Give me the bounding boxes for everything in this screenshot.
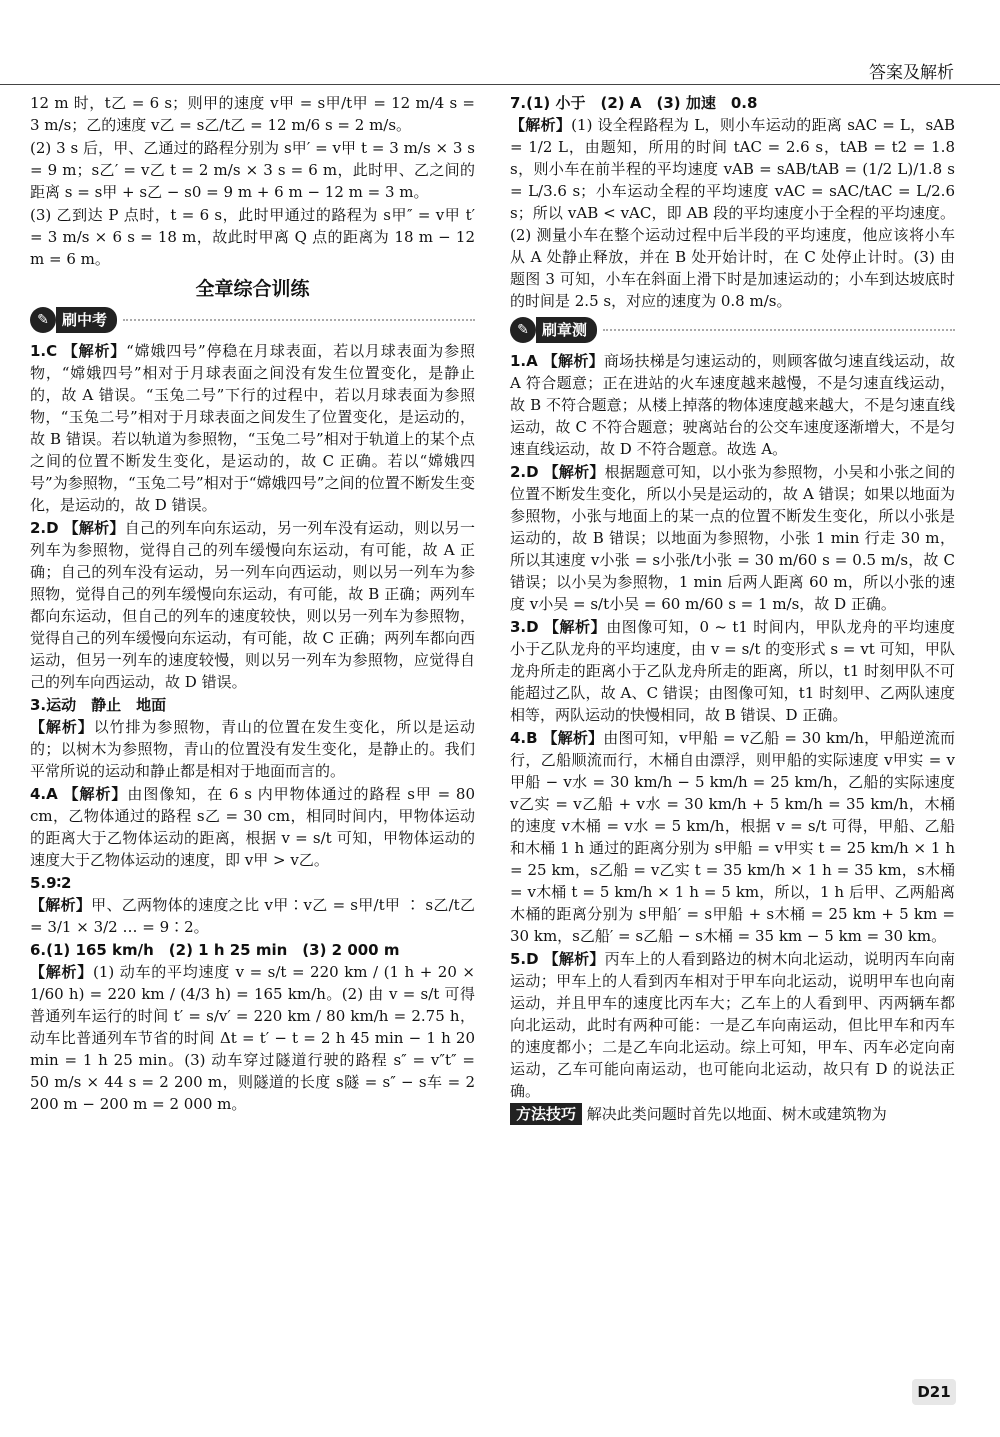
answer-item <box>30 872 475 938</box>
header-rule <box>0 84 1000 85</box>
item-tag: 【解析】 <box>543 463 605 481</box>
continuation-paragraph: (3) 乙到达 P 点时，t = 6 s，此时甲通过的路程为 s甲″ = v甲 t′ = 3 m/s × 6 s = 18 m，故此时甲离 Q 点的距离为 18 m − 12 m = 6 m。 <box>30 206 475 268</box>
badge-zhangce <box>510 316 955 344</box>
item-text: 商场扶梯是匀速运动的，则顾客做匀速直线运动，故 A 符合题意；正在进站的火车速度越来越慢，不是匀速直线运动，故 B 不符合题意；从楼上掉落的物体速度越来越大，不是匀速直线运动，故 C 不符合题意；驶离站台的公交车速度逐渐增大，不是匀速直线运动，故 D 不符合题意。故选 A。 <box>510 352 955 458</box>
answer-item <box>30 517 475 693</box>
continuation-paragraph: 12 m 时，t乙 = 6 s；则甲的速度 v甲 = s甲/t甲 = 12 m/4 s = 3 m/s；乙的速度 v乙 = s乙/t乙 = 12 m/6 s = 2 m/s。 <box>30 94 475 134</box>
brush-icon: ✎ <box>30 307 56 333</box>
item-text: 由图像知，在 6 s 内甲物体通过的路程 s甲 = 80 cm，乙物体通过的路程 s乙 = 30 cm，相同时间内，甲物体运动的距离大于乙物体运动的距离，根据 v = s/t 可知，甲物体运动的速度大于乙物体运动的速度，即 v甲 > v乙。 <box>30 785 475 869</box>
item-text: (1) 设全程路程为 L，则小车运动的距离 sAC = L，sAB = 1/2 L，由题知，所用的时间 tAC = 2.6 s，tAB = t2 = 1.8 s，则小车在前半程的平均速度 vAB = sAB/tAB = (1/2 L)/1.8 s = L/3.6 s；小车运动全程的平均速度 vAC = sAC/tAC = L/2.6 s；所以 vAB < vAC，即 AB 段的平均速度小于全程的平均速度。(2) 测量小车在整个运动过程中后半段的平均速度，他应该将小车从 A 处静止释放，并在 B 处开始计时，在 C 处停止计时。(3) 由题图 3 可知，小车在斜面上滑下时是加速运动的；小车到达坡底时的时间是 2.5 s，对应的速度为 0.8 m/s。 <box>510 116 955 310</box>
item-number: 5. <box>30 874 47 892</box>
item-text: 根据题意可知，以小张为参照物，小吴和小张之间的位置不断发生变化，所以小吴是运动的，故 A 错误；如果以地面为参照物，小张与地面上的某一点的位置不断发生变化，所以小张是运动的，故 B 错误；以地面为参照物，小张 1 min 行走 30 m，所以其速度 v小张 = s小张/t小张 = 30 m/60 s = 0.5 m/s，故 C 错误；以小吴为参照物，1 min 后两人距离 60 m，所以小张的速度 v小吴 = s/t小吴 = 60 m/60 s = 1 m/s，故 D 正确。 <box>510 463 955 613</box>
item-tag: 【解析】 <box>510 116 572 134</box>
answer-item <box>510 616 955 726</box>
answer-item <box>30 694 475 782</box>
item-text: (1) 动车的平均速度 v = s/t = 220 km / (1 h + 20 × 1/60 h) = 220 km / (4/3 h) = 165 km/h。(2) 由 v = s/t 可得普通列车运行的时间 t′ = s/v′ = 220 km / 80 km/h = 2.75 h，动车比普通列车节省的时间 Δt = t′ − t = 2 h 45 min − 1 h 20 min = 1 h 25 min。(3) 动车穿过隧道行驶的路程 s″ = v″t″ = 50 m/s × 44 s = 2 200 m，则隧道的长度 s隧 = s″ − s车 = 2 200 m − 200 m = 2 000 m。 <box>30 963 475 1113</box>
item-tag: 【解析】 <box>63 785 128 803</box>
left-column <box>30 92 475 1116</box>
page-number: D21 <box>912 1379 956 1405</box>
item-number: 1. <box>510 352 527 370</box>
item-answer: (1) 165 km/h (2) 1 h 25 min (3) 2 000 m <box>46 941 400 959</box>
item-answer: 运动 静止 地面 <box>46 696 167 714</box>
item-tag: 【解析】 <box>542 729 604 747</box>
item-answer: A <box>46 785 58 803</box>
item-tag: 【解析】 <box>30 718 94 736</box>
item-number: 4. <box>30 785 47 803</box>
item-number: 2. <box>510 463 527 481</box>
dotted-divider <box>603 329 955 331</box>
continuation-paragraph: (2) 3 s 后，甲、乙通过的路程分别为 s甲′ = v甲 t = 3 m/s × 3 s = 9 m；s乙′ = v乙 t = 2 m/s × 3 s = 6 m，此时甲、乙之间的距离 s = s甲 + s乙 − s0 = 9 m + 6 m − 12 m = 3 m。 <box>30 139 475 201</box>
item-answer: D <box>46 519 59 537</box>
answer-item <box>510 92 955 312</box>
header-title: 答案及解析 <box>869 63 954 83</box>
answer-item <box>510 461 955 615</box>
method-text: 解决此类问题时首先以地面、树木或建筑物为 <box>586 1105 887 1123</box>
method-tip <box>510 1103 955 1125</box>
right-column <box>510 92 955 1126</box>
item-number: 5. <box>510 950 527 968</box>
item-answer: D <box>526 950 539 968</box>
answer-item <box>510 948 955 1102</box>
brush-icon: ✎ <box>510 317 536 343</box>
item-tag: 【解析】 <box>543 950 605 968</box>
item-answer: C <box>46 342 58 360</box>
answer-item <box>30 340 475 516</box>
item-tag: 【解析】 <box>542 352 604 370</box>
item-text: “嫦娥四号”停稳在月球表面，若以月球表面为参照物，“嫦娥四号”相对于月球表面之间没有发生位置变化，是静止的，故 A 错误。“玉兔二号”下行的过程中，若以月球表面为参照物，“玉兔二号”相对于月球表面之间发生了位置变化，是运动的，故 B 错误。若以轨道为参照物，“玉兔二号”相对于轨道上的某个点之间的位置不断发生变化，是运动的，故 C 正确。若以“嫦娥四号”为参照物，“玉兔二号”相对于“嫦娥四号”之间的位置不断发生变化，是运动的，故 D 错误。 <box>30 342 475 514</box>
answer-item <box>510 350 955 460</box>
item-answer: B <box>526 729 538 747</box>
item-tag: 【解析】 <box>30 896 92 914</box>
method-label: 方法技巧 <box>510 1103 582 1125</box>
badge-label: 刷章测 <box>536 317 597 343</box>
section-title: 全章综合训练 <box>195 278 310 300</box>
item-number: 7. <box>510 94 527 112</box>
dotted-divider <box>123 319 475 321</box>
item-number: 3. <box>30 696 47 714</box>
item-number: 2. <box>30 519 47 537</box>
answer-item <box>510 727 955 947</box>
item-text: 以竹排为参照物，青山的位置在发生变化，所以是运动的；以树木为参照物，青山的位置没有发生变化，是静止的。我们平常所说的运动和静止都是相对于地面而言的。 <box>30 718 475 780</box>
item-text: 由图像可知，0 ~ t1 时间内，甲队龙舟的平均速度小于乙队龙舟的平均速度，由 v = s/t 的变形式 s = vt 可知，甲队龙舟所走的距离小于乙队龙舟所走的距离，所以，t1 时刻甲队不可能超过乙队，故 A、C 错误；由图像可知，t1 时刻甲、乙两队速度相等，两队运动的快慢相同，故 B 错误、D 正确。 <box>510 618 955 724</box>
badge-zhongkao <box>30 306 475 334</box>
item-answer: A <box>526 352 538 370</box>
item-answer: D <box>526 618 539 636</box>
item-tag: 【解析】 <box>30 963 94 981</box>
item-number: 4. <box>510 729 527 747</box>
item-answer: (1) 小于 (2) A (3) 加速 0.8 <box>526 94 758 112</box>
item-number: 3. <box>510 618 527 636</box>
item-text: 由图可知，v甲船 = v乙船 = 30 km/h，甲船逆流而行，乙船顺流而行，木桶自由漂浮，则甲船的实际速度 v甲实 = v甲船 − v水 = 30 km/h − 5 km/h = 25 km/h，乙船的实际速度 v乙实 = v乙船 + v水 = 30 km/h + 5 km/h = 35 km/h，木桶的速度 v木桶 = v水 = 5 km/h，根据 v = s/t 可得，甲船、乙船和木桶 1 h 通过的距离分别为 s甲船 = v甲实 t = 25 km/h × 1 h = 25 km，s乙船 = v乙实 t = 35 km/h × 1 h = 35 km，s木桶 = v木桶 t = 5 km/h × 1 h = 5 km，所以，1 h 后甲、乙两船离木桶的距离分别为 s甲船′ = s甲船 + s木桶 = 25 km + 5 km = 30 km，s乙船′ = s乙船 − s木桶 = 35 km − 5 km = 30 km。 <box>510 729 955 945</box>
answer-item <box>30 783 475 871</box>
item-text: 自己的列车向东运动，另一列车没有运动，则以另一列车为参照物，觉得自己的列车缓慢向东运动，有可能，故 A 正确；自己的列车没有运动，另一列车向西运动，则以另一列车为参照物，觉得自己的列车缓慢向东运动，有可能，故 B 正确；两列车都向东运动，但自己的列车的速度较快，则以另一列车为参照物，觉得自己的列车缓慢向东运动，有可能，故 C 正确；两列车都向西运动，但另一列车的速度较慢，则以另一列车为参照物，应觉得自己的列车向西运动，故 D 错误。 <box>30 519 475 691</box>
item-tag: 【解析】 <box>63 519 125 537</box>
item-number: 6. <box>30 941 47 959</box>
item-tag: 【解析】 <box>62 342 127 360</box>
item-text: 丙车上的人看到路边的树木向北运动，说明丙车向南运动；甲车上的人看到丙车相对于甲车向北运动，说明甲车也向南运动，并且甲车的速度比丙车大；乙车上的人看到甲、丙两辆车都向北运动，此时有两种可能：一是乙车向南运动，但比甲车和丙车的速度都小；二是乙车向北运动。综上可知，甲车、丙车必定向南运动，乙车可能向南运动，也可能向北运动，故只有 D 的说法正确。 <box>510 950 955 1100</box>
badge-label: 刷中考 <box>56 307 117 333</box>
answer-item <box>30 939 475 1115</box>
item-text: 甲、乙两物体的速度之比 v甲∶v乙 = s甲/t甲 ∶ s乙/t乙 = 3/1 × 3/2 … = 9∶2。 <box>30 896 475 936</box>
item-tag: 【解析】 <box>543 618 607 636</box>
item-number: 1. <box>30 342 47 360</box>
item-answer: 9∶2 <box>46 874 72 892</box>
item-answer: D <box>526 463 539 481</box>
